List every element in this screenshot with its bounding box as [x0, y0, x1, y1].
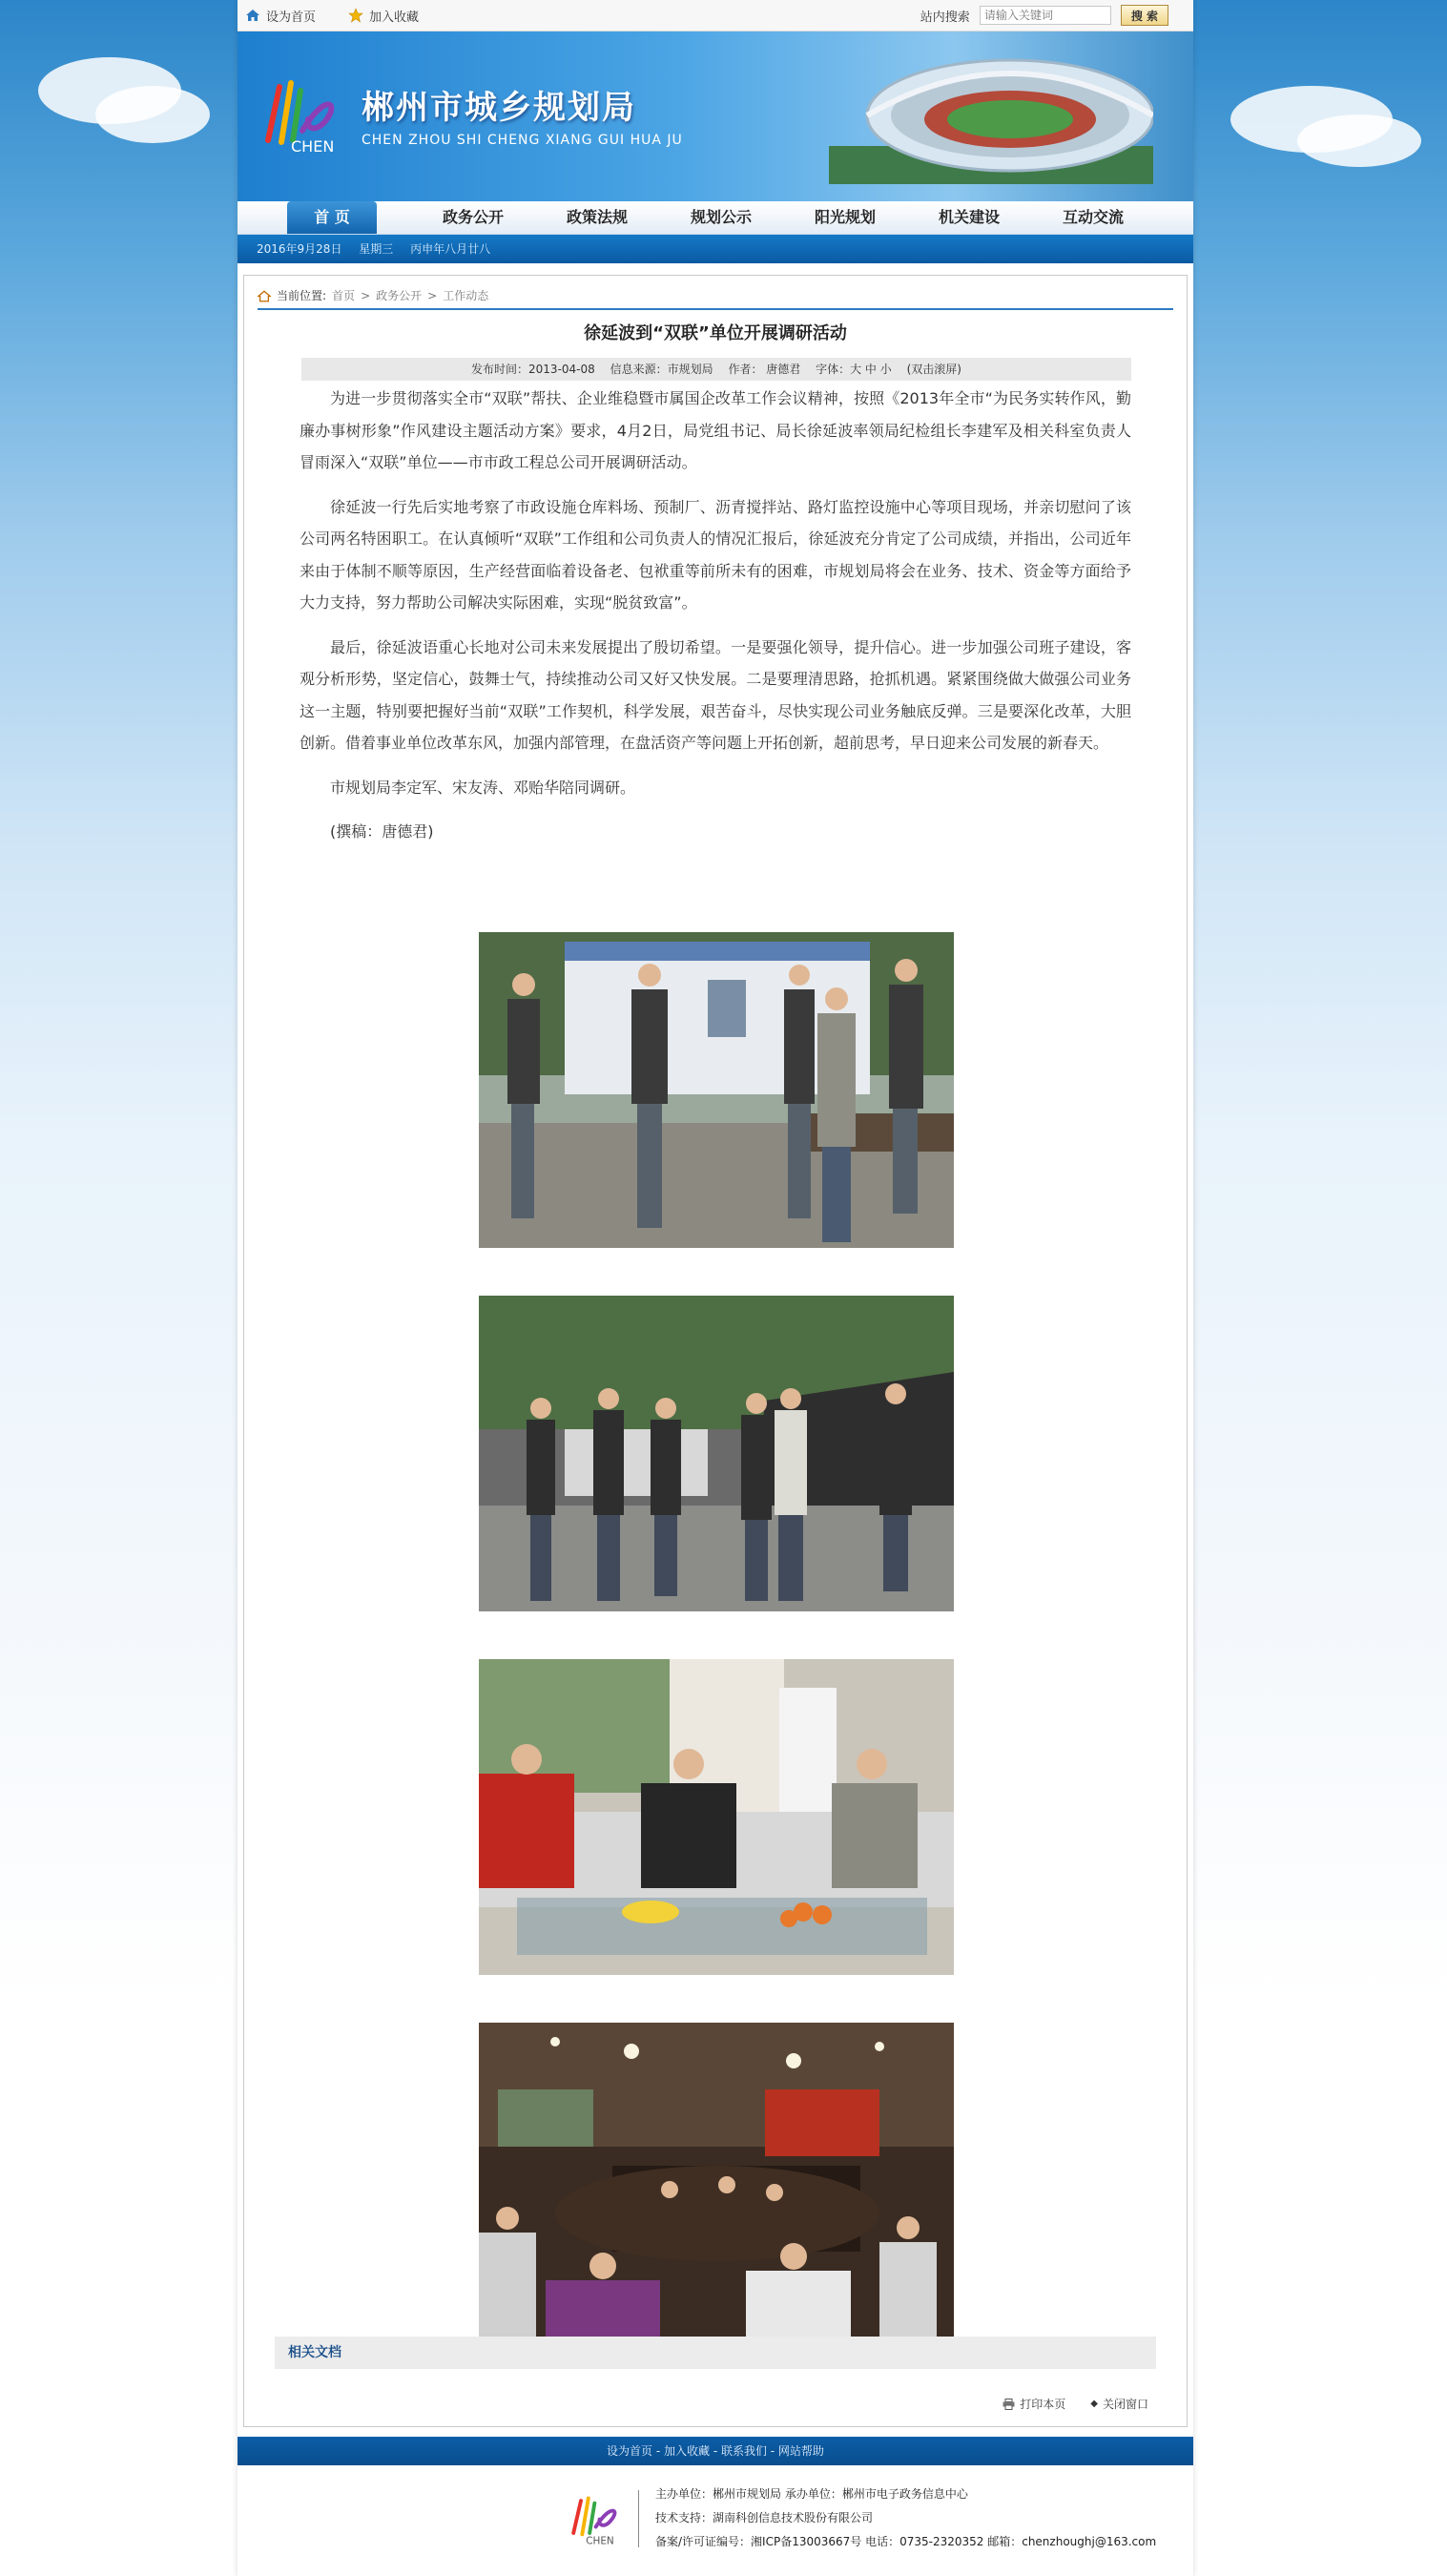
home-icon	[258, 290, 271, 302]
close-window-button[interactable]: ◆ 关闭窗口	[1090, 2398, 1148, 2411]
site-subtitle: CHEN ZHOU SHI CHENG XIANG GUI HUA JU	[362, 133, 683, 148]
breadcrumb-section[interactable]: 政务公开	[376, 289, 423, 302]
breadcrumb-home[interactable]: 首页	[332, 289, 356, 302]
cloud-right-2	[1297, 114, 1421, 167]
printer-icon	[1003, 2399, 1015, 2410]
date-bar	[238, 235, 1193, 263]
search-label: 站内搜索	[920, 10, 970, 25]
article-photo-4	[479, 2023, 954, 2338]
nav-home[interactable]: 首 页	[287, 201, 377, 234]
search-input[interactable]	[980, 6, 1111, 25]
footer-logo-icon	[564, 2492, 627, 2545]
footer-tech-support: 技术支持：湖南科创信息技术股份有限公司	[655, 2511, 874, 2524]
paragraph: 最后，徐延波语重心长地对公司未来发展提出了殷切希望。一是要强化领导，提升信心。进一步加强公司班子建设，客观分析形势，坚定信心，鼓舞士气，持续推动公司又好又快发展。二是要理清思路，抢抓机遇。紧紧围绕做大做强公司业务这一主题，特别要把握好当前“双联”工作契机，科学发展，艰苦奋斗，尽快实现公司业务触底反弹。三是要深化改革，大胆创新。借着事业单位改革东风，加强内部管理，在盘活资产等问题上开拓创新，超前思考，早日迎来公司发展的新春天。	[300, 637, 1131, 752]
main-nav	[238, 201, 1193, 235]
related-documents-header: 相关文档	[275, 2337, 1156, 2369]
paragraph: (撰稿：唐德君)	[330, 822, 434, 841]
footer-license: 备案/许可证编号：湘ICP备13003667号 电话：0735-2320352 邮箱：chenzhoughj@163.com	[655, 2535, 1157, 2548]
chevron-right-icon: >	[427, 289, 438, 302]
print-page-button[interactable]: 打印本页	[1003, 2396, 1065, 2412]
page-container	[238, 0, 1193, 2576]
nav-organization[interactable]: 机关建设	[938, 208, 1000, 226]
footer-info	[238, 2465, 1193, 2576]
article-title: 徐延波到“双联”单位开展调研活动	[584, 323, 847, 343]
paragraph: 徐延波一行先后实地考察了市政设施仓库料场、预制厂、沥青搅拌站、路灯监控设施中心等项目现场，并亲切慰问了该公司两名特困职工。在认真倾听“双联”工作组和公司负责人的情况汇报后，徐延波充分肯定了公司成绩，并指出，公司近年来由于体制不顺等原因，生产经营面临着设备老、包袱重等前所未有的困难，市规划局将会在业务、技术、资金等方面给予大力支持，努力帮助公司解决实际困难，实现“脱贫致富”。	[300, 497, 1131, 612]
info-source: 信息来源：市规划局	[610, 363, 713, 376]
footer-text	[655, 2483, 1156, 2554]
footer-divider	[638, 2490, 639, 2547]
bookmark-link[interactable]: 加入收藏	[348, 7, 419, 25]
diamond-icon: ◆	[1090, 2399, 1098, 2409]
breadcrumb	[258, 283, 1173, 310]
search-button[interactable]: 搜 索	[1121, 5, 1168, 26]
breadcrumb-label: 当前位置:	[277, 289, 327, 302]
article-body	[300, 383, 1131, 861]
article-photo-1	[479, 932, 954, 1248]
font-size-options[interactable]: 字体：大 中 小	[816, 363, 892, 376]
weekday-text: 星期三	[359, 242, 394, 256]
paragraph: 市规划局李定军、宋友涛、邓贻华陪同调研。	[330, 778, 636, 797]
star-icon	[348, 8, 363, 23]
nav-government-affairs[interactable]: 政务公开	[442, 208, 504, 226]
breadcrumb-current[interactable]: 工作动态	[443, 289, 489, 302]
publish-time: 发布时间：2013-04-08	[471, 363, 595, 376]
footer-organizer: 主办单位：郴州市规划局 承办单位：郴州市电子政务信息中心	[655, 2487, 968, 2501]
svg-text:CHEN: CHEN	[291, 137, 335, 156]
article-meta	[301, 358, 1131, 381]
article-actions	[1003, 2396, 1148, 2412]
date-text: 2016年9月28日	[257, 242, 342, 256]
author: 作者： 唐德君	[728, 363, 801, 376]
nav-sunshine-planning[interactable]: 阳光规划	[814, 208, 876, 226]
scroll-hint: (双击滚屏)	[906, 363, 961, 376]
set-home-link[interactable]: 设为首页	[245, 7, 316, 25]
site-title: 郴州市城乡规划局	[362, 89, 636, 127]
site-logo-icon	[258, 73, 344, 156]
article-photo-3	[479, 1659, 954, 1975]
home-icon	[245, 9, 260, 22]
cloud-left-2	[95, 86, 210, 143]
nav-interaction[interactable]: 互动交流	[1062, 208, 1124, 226]
nav-planning-notice[interactable]: 规划公示	[690, 208, 752, 226]
nav-policies[interactable]: 政策法规	[566, 208, 628, 226]
article-panel	[243, 275, 1188, 2427]
paragraph: 为进一步贯彻落实全市“双联”帮扶、企业维稳暨市属国企改革工作会议精神，按照《2013年全市“为民务实转作风，勤廉办事树形象”作风建设主题活动方案》要求，4月2日，局党组书记、局长徐延波率领局纪检组长李建军及相关科室负责人冒雨深入“双联”单位——市市政工程总公司开展调研活动。	[300, 389, 1131, 471]
article-photo-2	[479, 1296, 954, 1611]
site-banner	[238, 31, 1193, 201]
chevron-right-icon: >	[361, 289, 371, 302]
svg-text:CHEN: CHEN	[586, 2535, 614, 2545]
top-bar	[238, 0, 1193, 31]
lunar-date-text: 丙申年八月廿八	[410, 242, 491, 256]
footer-links[interactable]: 设为首页 - 加入收藏 - 联系我们 - 网站帮助	[238, 2437, 1193, 2465]
stadium-image	[829, 41, 1153, 184]
